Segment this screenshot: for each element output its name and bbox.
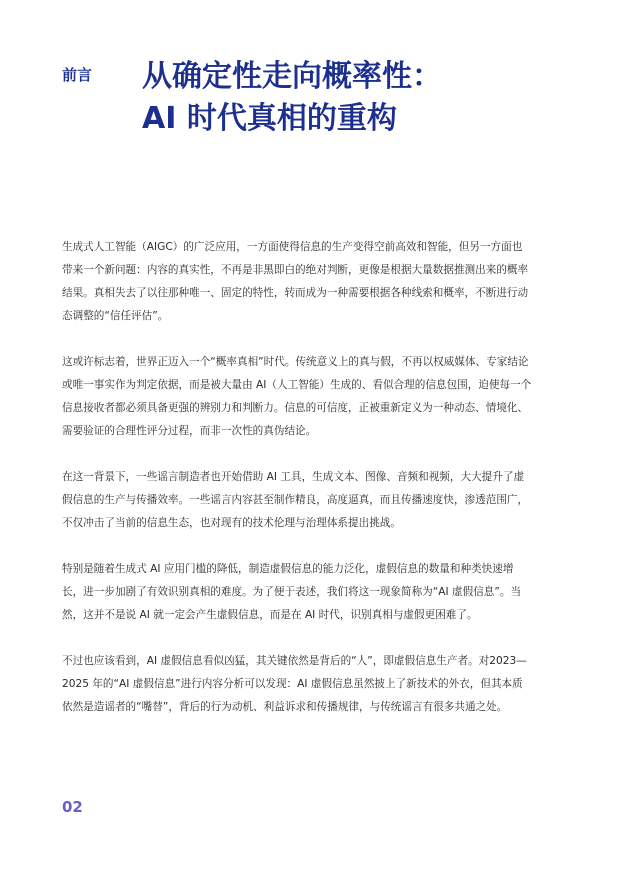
paragraph: 这或许标志着，世界正迈入一个“概率真相”时代。传统意义上的真与假，不再以权威媒体、专家结论或唯一事实作为判定依据，而是被大量由 AI（人工智能）生成的、看似合理的信息包围，迫使每一个信息接收者都必须具备更强的辨别力和判断力。信息的可信度，正被重新定义为一种动态、情境化、需要验证的合理性评分过程，而非一次性的真伪结论。 [62,356,532,437]
section-label: 前言 [62,66,93,84]
page-number: 02 [62,798,83,816]
title-line-1: 从确定性走向概率性： [142,59,442,94]
page-title [142,56,442,140]
paragraph: 在这一背景下，一些谣言制造者也开始借助 AI 工具，生成文本、图像、音频和视频，大大提升了虚假信息的生产与传播效率。一些谣言内容甚至制作精良，高度逼真，而且传播速度快，渗透范围广，不仅冲击了当前的信息生态，也对现有的技术伦理与治理体系提出挑战。 [62,471,529,529]
paragraph: 不过也应该看到，AI 虚假信息看似凶猛，其关键依然是背后的“人”，即虚假信息生产者。对2023—2025 年的“AI 虚假信息”进行内容分析可以发现：AI 虚假信息虽然披上了新技术的外衣，但其本质依然是造谣者的“嘴替”，背后的行为动机、利益诉求和传播规律，与传统谣言有很多共通之处。 [62,655,527,713]
paragraph: 生成式人工智能（AIGC）的广泛应用，一方面使得信息的生产变得空前高效和智能，但另一方面也带来一个新问题：内容的真实性，不再是非黑即白的绝对判断，更像是根据大量数据推测出来的概率结果。真相失去了以往那种唯一、固定的特性，转而成为一种需要根据各种线索和概率，不断进行动态调整的“信任评估”。 [62,241,529,322]
title-line-2: AI 时代真相的重构 [142,101,397,136]
paragraph: 特别是随着生成式 AI 应用门槛的降低，制造虚假信息的能力泛化，虚假信息的数量和种类快速增长，进一步加剧了有效识别真相的难度。为了便于表述，我们将这一现象简称为“AI 虚假信息”。当然，这并不是说 AI 就一定会产生虚假信息，而是在 AI 时代，识别真相与虚假更困难了。 [62,563,522,621]
body-text [62,236,532,719]
